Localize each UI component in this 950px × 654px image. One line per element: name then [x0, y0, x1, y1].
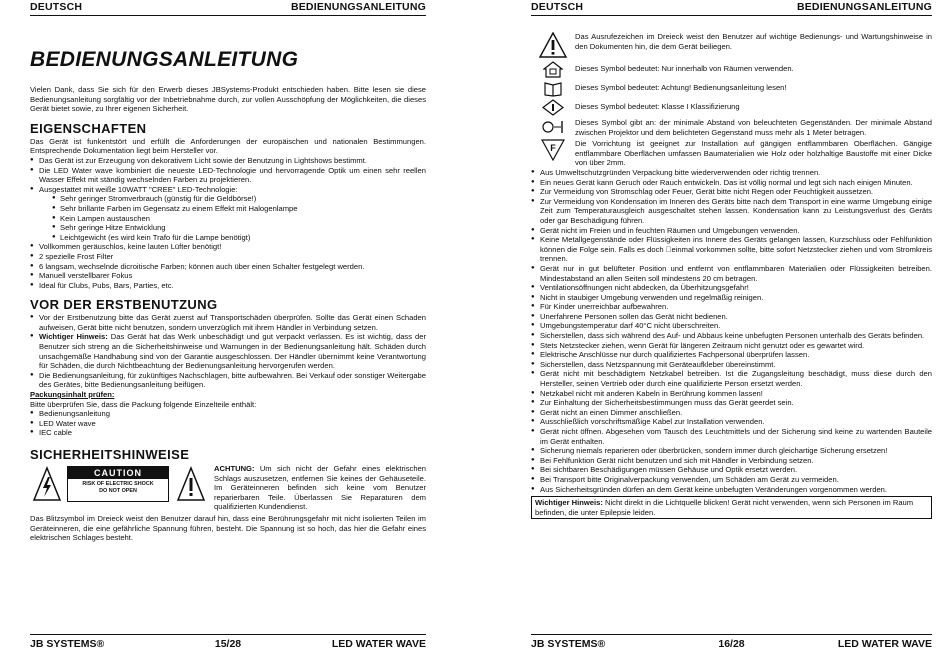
features-list-2 [30, 242, 426, 290]
exclamation-triangle-icon [176, 466, 206, 502]
list-item: ● Vollkommen geräuschlos, keine lauten Lüfter benötigt! [30, 242, 426, 252]
safety-heading: SICHERHEITSHINWEISE [30, 447, 190, 462]
page-footer [531, 634, 932, 652]
list-item: ● Gerät nicht an einen Dimmer anschließen. [531, 408, 932, 418]
important-note-label: Wichtiger Hinweis: [39, 332, 108, 342]
safety-caution-row [30, 464, 426, 512]
class-1-icon [542, 99, 564, 116]
caution-title: CAUTION [68, 467, 168, 479]
led-sublist [52, 194, 426, 242]
list-item: ● Unerfahrene Personen sollen das Gerät nicht bedienen. [531, 312, 932, 322]
caution-line-2: DO NOT OPEN [99, 488, 137, 494]
page-number: 16/28 [718, 638, 745, 650]
intro-paragraph: Vielen Dank, dass Sie sich für den Erwerb dieses JBSystems-Produkt entschieden haben. Bitte lesen sie diese Bedienungsanleitung sorgfältig vor der Inbetriebnahme durch, zur vollen Ausschöpfung der Möglichkeiten, die dieses Gerät bietet sowie, zu Ihrer eigenen Sicherheit. [30, 85, 426, 114]
left-page [30, 0, 426, 654]
symbol-text: Die Vorrichtung ist geeignet zur Installation auf gängigen entflammbaren Oberflächen. Gängige entflammbare Oberflächen umfassen Baumaterialien wie Holz oder holzhaltige Baustoffe mit einer Dicke von über 2mm. [575, 139, 932, 168]
footer-product: LED WATER WAVE [331, 638, 426, 650]
left-page-body [30, 34, 426, 543]
list-item: ● Gerät nicht öffnen. Abgesehen vom Tausch des Leuchtmittels und der Sicherung sind keine zu wartenden Bauteile im Gerät enthalten. [531, 427, 932, 446]
caution-text [214, 464, 426, 512]
list-item: ● Bedienungsanleitung [30, 409, 426, 419]
right-page [531, 0, 932, 654]
list-item: ● Ein neues Gerät kann Geruch oder Rauch entwickeln. Das ist völlig normal und legt sich nach einigen Minuten. [531, 178, 932, 188]
indoor-use-icon [543, 61, 563, 78]
list-item: ● Vor der Erstbenutzung bitte das Gerät zuerst auf Transportschäden überprüfen. Sollte das Gerät einen Schaden aufweisen, Gerät bitte nicht benutzen, sondern unverzüglich mit ihrem Händler in Verbindung setzen. [30, 313, 426, 332]
header-doc-title: BEDIENUNGSANLEITUNG [796, 1, 932, 13]
list-item: ● Aus Sicherheitsgründen dürfen an dem Gerät keine unbefugten Veränderungen vorgenommen werden. [531, 485, 932, 495]
symbol-text: Dieses Symbol gibt an: der minimale Abstand von beleuchteten Gegenständen. Der minimale Abstand zwischen Projektor und dem belichteten Gegenstand muss mehr als 1 Meter betragen. [575, 118, 932, 137]
list-item: ● Ventilationsöffnungen nicht abdecken, da Überhitzungsgefahr! [531, 283, 932, 293]
page-number: 15/28 [214, 638, 242, 650]
page-title: BEDIENUNGSANLEITUNG [30, 48, 299, 71]
list-item: ● Gerät nur in gut belüfteter Position und entfernt von entflammbaren Materialien oder Flüssigkeiten betreiben. Mindestabstand an allen Seiten soll mindestens 20 cm betragen. [531, 264, 932, 283]
epilepsy-warning-box [531, 496, 932, 519]
symbol-row [531, 99, 932, 116]
minimum-distance-icon [541, 118, 565, 136]
list-item: ● Zur Einhaltung der Sicherheitsbestimmungen muss das Gerät geerdet sein. [531, 398, 932, 408]
symbol-text: Das Ausrufezeichen im Dreieck weist den Benutzer auf wichtige Bedienungs- und Wartungshinweise in den Dokumenten hin, die dem Gerät beiliegen. [575, 32, 932, 51]
footer-brand: JB SYSTEMS® [531, 638, 606, 650]
caution-label [67, 466, 169, 502]
header-doc-title: BEDIENUNGSANLEITUNG [290, 1, 426, 13]
list-item: ● Für Kinder unerreichbar aufbewahren. [531, 302, 932, 312]
symbol-text: Dieses Symbol bedeutet: Klasse I Klassifizierung [575, 102, 740, 111]
features-list [30, 156, 426, 194]
symbol-row [531, 118, 932, 137]
right-page-body [531, 32, 932, 519]
attention-label: ACHTUNG: [214, 464, 255, 473]
page-footer [30, 634, 426, 652]
list-item: ● Sicherstellen, dass Netzspannung mit Geräteaufkleber übereinstimmt. [531, 360, 932, 370]
list-item: ● IEC cable [30, 428, 426, 438]
footer-brand: JB SYSTEMS® [30, 638, 105, 650]
list-item: ● LED Water wave [30, 419, 426, 429]
caution-graphics [30, 464, 214, 508]
symbol-row [531, 61, 932, 78]
list-item: ● Umgebungstemperatur darf 40°C nicht überschreiten. [531, 321, 932, 331]
packaging-list [30, 409, 426, 438]
packaging-intro: Bitte überprüfen Sie, dass die Packung folgende Einzelteile enthält: [30, 399, 257, 409]
list-item: ● Stets Netzstecker ziehen, wenn Gerät für längeren Zeitraum nicht genutzt oder es gewartet wird. [531, 341, 932, 351]
page-header [30, 0, 426, 16]
symbol-row [531, 32, 932, 58]
lightning-explanation: Das Blitzsymbol im Dreieck weist den Benutzer darauf hin, dass eine Berührungsgefahr mit nicht isolierten Teilen im Geräteinneren, die eine gefährliche Spannung führen, besteht. Die Spannung ist so hoch, das hier die Gefahr eines elektrischen Schlages besteht. [30, 513, 426, 543]
flammable-surface-icon [541, 139, 565, 161]
symbol-row [531, 80, 932, 97]
list-item: ● Die LED Water wave kombiniert die neueste LED-Technologie und hervorragende Optik um einen sehr reellen Wasser Effekt mit ständig wechselnden Farben zu projektieren. [30, 166, 426, 185]
before-use-list [30, 313, 426, 390]
list-item: ● Netzkabel nicht mit anderen Kabeln in Berührung kommen lassen! [531, 389, 932, 399]
list-item: ● Manuell verstellbarer Fokus [30, 271, 426, 281]
list-item: ● Gerät nicht mit beschädigtem Netzkabel betreiben. Ist die Zugangsleitung beschädigt, muss diese durch den Hersteller, seinen Vertrieb oder durch eine qualifizierte Person ersetzt werden. [531, 369, 932, 388]
list-item: ● Ideal für Clubs, Pubs, Bars, Parties, etc. [30, 281, 426, 291]
list-item: ● 6 langsam, wechselnde dicroitische Farben; können auch über einen Schalter festgelegt werden. [30, 262, 426, 272]
exclamation-triangle-icon [539, 32, 567, 58]
list-item: ● Elektrische Anschlüsse nur durch qualifiziertes Fachpersonal überprüfen lassen. [531, 350, 932, 360]
warning-label: Wichtiger Hinweis: [535, 498, 603, 508]
list-item: ● Keine Metallgegenstände oder Flüssigkeiten ins Innere des Geräts gelangen lassen, Kurzschluss oder Fehlfunktion können die Folge sein. Falls es doch  einmal vorkommen sollte, bitte sofort Netzstecker ziehen und vom Stromkreis trennen. [531, 235, 932, 264]
features-intro: Das Gerät ist funkentstört und erfüllt die Anforderungen der europäischen und nationalen Bestimmungen. Entsprechende Dokumentation liegt beim Hersteller vor. [30, 136, 426, 156]
header-language: DEUTSCH [30, 1, 83, 13]
list-item: ● 2 spezielle Frost Filter [30, 252, 426, 262]
safety-rules-list [531, 168, 932, 494]
packaging-heading: Packungsinhalt prüfen: [30, 390, 115, 400]
list-item: ● Zur Vermeidung von Stromschlag oder Feuer, Gerät bitte nicht Regen oder Feuchtigkeit aussetzen. [531, 187, 932, 197]
features-heading: EIGENSCHAFTEN [30, 120, 147, 136]
list-item: ● Sicherung niemals reparieren oder überbrücken, sondern immer durch gleichartige Sicherung ersetzen! [531, 446, 932, 456]
before-use-heading: VOR DER ERSTBENUTZUNG [30, 297, 218, 313]
caution-line-1: RISK OF ELECTRIC SHOCK [82, 481, 154, 487]
svg-text:F: F [550, 143, 556, 154]
list-item: ● Gerät nicht im Freien und in feuchten Räumen und Umgebungen verwenden. [531, 226, 932, 236]
symbol-row [531, 139, 932, 168]
list-item: ● Bei Fehlfunktion Gerät nicht benutzen und sich mit Händler in Verbindung setzen. [531, 456, 932, 466]
list-item: ● Kein Lampen austauschen [52, 214, 426, 224]
list-item: ● Zur Vermeidung von Kondensation im Inneren des Geräts bitte nach dem Transport in eine warme Umgebung einige Zeit zum Temperaturausgleich ausgeschaltet stehen lassen. Kondensation kann zu Leistungsverlust des Geräts oder gar Beschädigung führen. [531, 197, 932, 226]
list-item: ● Bei sichtbaren Beschädigungen müssen Gehäuse und Optik ersetzt werden. [531, 465, 932, 475]
footer-product: LED WATER WAVE [837, 638, 932, 650]
header-language: DEUTSCH [531, 1, 584, 13]
list-item: ● Sehr geringer Stromverbrauch (günstig für die Geldbörse!) [52, 194, 426, 204]
list-item: ● Aus Umweltschutzgründen Verpackung bitte wiederverwenden oder richtig trennen. [531, 168, 932, 178]
lightning-triangle-icon [32, 466, 62, 502]
list-item: ● Ausgestattet mit weiße 10WATT "CREE" LED-Technologie: [30, 185, 426, 195]
important-note-text: Das Gerät hat das Werk unbeschädigt und gut verpackt verlassen. Es ist wichtig, dass der Benutzer sich streng an die Sicherheitshinweise und Warnungen in der Bedienungsanleitung hält. Schäden durch unsachgemäße Handhabung sind von der Garantie ausgeschlossen. Der Händler übernimmt keine Verantwortung für Schäden, die durch Nichtbeachtung der Bedienungsanleitung hervorgerufen werden. [39, 332, 426, 371]
list-item: ● Nicht in staubiger Umgebung verwenden und regelmäßig reinigen. [531, 293, 932, 303]
symbol-text: Dieses Symbol bedeutet: Nur innerhalb von Räumen verwenden. [575, 64, 794, 73]
list-item: ● Ausschließlich vorschriftsmäßige Kabel zur Installation verwenden. [531, 417, 932, 427]
list-item: ● Das Gerät ist zur Erzeugung von dekorativem Licht sowie der Benutzung in Lightshows bestimmt. [30, 156, 426, 166]
list-item: ● Bei Transport bitte Originalverpackung verwenden, um Schäden am Gerät zu vermeiden. [531, 475, 932, 485]
warning-text: Nicht direkt in die Lichtquelle blicken! Gerät nicht verwenden, wenn sich Personen im Raum befinden, die unter Epilepsie leiden. [535, 498, 914, 517]
list-item [30, 332, 426, 370]
page-header [531, 0, 932, 16]
symbol-text: Dieses Symbol bedeutet: Achtung! Bedienungsanleitung lesen! [575, 83, 787, 92]
list-item: ● Sehr brillante Farben im Gegensatz zu einem Effekt mit Halogenlampe [52, 204, 426, 214]
list-item: ● Sehr geringe Hitze Entwicklung [52, 223, 426, 233]
list-item: ● Die Bedienungsanleitung, für zukünftiges Nachschlagen, bitte aufbewahren. Bei Verkauf oder sonstiger Weitergabe des Gerätes, bitte Bedienungsanleitung beifügen. [30, 371, 426, 390]
list-item: ● Leichtgewicht (es wird kein Trafo für die Lampe benötigt) [52, 233, 426, 243]
read-manual-icon [543, 80, 563, 97]
list-item: ● Sicherstellen, dass sich während des Auf- und Abbaus keine unbefugten Personen unterhalb des Geräts befinden. [531, 331, 932, 341]
attention-text: Um sich nicht der Gefahr eines elektrischen Schlags auszusetzen, entfernen Sie keines der Gehäuseteile. Im Geräteinneren befinden sich keine vom Benutzer reparierbaren Teile. Überlassen Sie Reparaturen dem qualifizierten Kundendienst. [214, 464, 426, 512]
